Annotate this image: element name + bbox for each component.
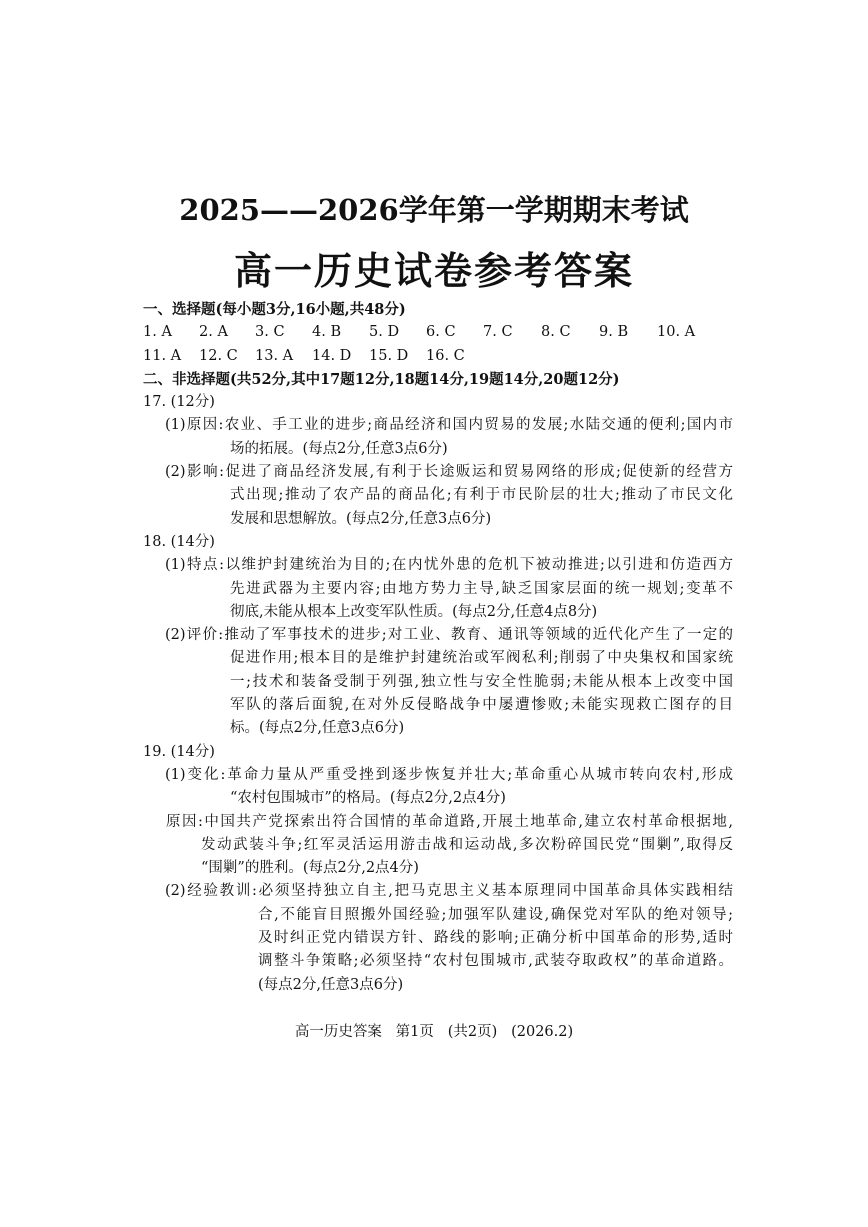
choice-answer: 5. D bbox=[369, 324, 400, 341]
choice-answer: 8. C bbox=[541, 324, 571, 341]
choice-answer: 4. B bbox=[312, 324, 342, 341]
choice-answer: 9. B bbox=[599, 324, 629, 341]
q19-label: 19. (14分) bbox=[143, 743, 215, 760]
q19-reason-line: 发动武装斗争;红军灵活运用游击战和运动战,多次粉碎国民党“围剿”,取得反 bbox=[201, 836, 733, 853]
q19-reason-line: “围剿”的胜利。(每点2分,2点4分) bbox=[201, 860, 419, 877]
choice-answer: 3. C bbox=[255, 324, 285, 341]
q18-part2-line: 标。(每点2分,任意3点6分) bbox=[230, 720, 405, 737]
q18-part2-line: 一;技术和装备受制于列强,独立性与安全性脆弱;未能从根本上改变中国 bbox=[230, 673, 733, 690]
q18-part2-line: 军队的落后面貌,在对外反侵略战争中屡遭惨败;未能实现救亡图存的目 bbox=[230, 697, 733, 714]
choice-answer: 15. D bbox=[369, 347, 409, 364]
q18-label: 18. (14分) bbox=[143, 533, 215, 550]
page-footer: 高一历史答案 第1页 (共2页) (2026.2) bbox=[294, 1024, 574, 1040]
q19-reason-line: 原因:中国共产党探索出符合国情的革命道路,开展土地革命,建立农村革命根据地, bbox=[166, 813, 733, 830]
choice-answer: 10. A bbox=[657, 324, 696, 341]
main-title: 高一历史试卷参考答案 bbox=[233, 248, 634, 293]
q18-part2-line: (2)评价:推动了军事技术的进步;对工业、教育、通讯等领域的近代化产生了一定的 bbox=[165, 627, 733, 644]
section1-heading: 一、选择题(每小题3分,16小题,共48分) bbox=[143, 301, 406, 318]
q17-part2-line: 式出现;推动了农产品的商品化;有利于市民阶层的壮大;推动了市民文化 bbox=[230, 487, 733, 504]
choice-answer: 6. C bbox=[426, 324, 456, 341]
q19-part2-line: 合,不能盲目照搬外国经验;加强军队建设,确保党对军队的绝对领导; bbox=[258, 906, 733, 923]
section2-heading: 二、非选择题(共52分,其中17题12分,18题14分,19题14分,20题12分) bbox=[143, 370, 620, 388]
q17-part1-line: (1)原因:农业、手工业的进步;商品经济和国内贸易的发展;水陆交通的便利;国内市 bbox=[165, 417, 733, 434]
q19-part2-line: (2)经验教训:必须坚持独立自主,把马克思主义基本原理同中国革命具体实践相结 bbox=[165, 883, 733, 900]
q18-part1-line: 先进武器为主要内容;由地方势力主导,缺乏国家层面的统一规划;变革不 bbox=[230, 580, 733, 597]
choice-answer: 16. C bbox=[426, 347, 465, 364]
q18-part1-line: (1)特点:以维护封建统治为目的;在内忧外患的危机下被动推进;以引进和仿造西方 bbox=[165, 557, 733, 574]
q17-part1-line: 场的拓展。(每点2分,任意3点6分) bbox=[230, 440, 448, 457]
q19-part2-line: 调整斗争策略;必须坚持“农村包围城市,武装夺取政权”的革命道路。 bbox=[258, 953, 733, 970]
q17-label: 17. (12分) bbox=[143, 394, 215, 411]
q19-part1-line: “农村包围城市”的格局。(每点2分,2点4分) bbox=[230, 790, 506, 807]
choice-answers-row1 bbox=[143, 321, 733, 344]
q19-part2-line: (每点2分,任意3点6分) bbox=[258, 976, 404, 993]
choice-answer: 14. D bbox=[312, 347, 352, 364]
choice-answer: 7. C bbox=[483, 324, 513, 341]
choice-answer: 13. A bbox=[255, 347, 294, 364]
q19-part2-line: 及时纠正党内错误方针、路线的影响;正确分析中国革命的形势,适时 bbox=[258, 930, 733, 947]
choice-answer: 11. A bbox=[143, 347, 182, 364]
exam-title: 2025——2026学年第一学期期末考试 bbox=[179, 193, 689, 227]
q18-part1-line: 彻底,未能从根本上改变军队性质。(每点2分,任意4点8分) bbox=[230, 603, 598, 620]
choice-answer: 1. A bbox=[143, 324, 172, 341]
q18-part2-line: 促进作用;根本目的是维护封建统治或军阀私利;削弱了中央集权和国家统 bbox=[230, 650, 733, 667]
choice-answer: 12. C bbox=[199, 347, 238, 364]
choice-answer: 2. A bbox=[199, 324, 228, 341]
q17-part2-line: 发展和思想解放。(每点2分,任意3点6分) bbox=[230, 510, 492, 527]
choice-answers-row2 bbox=[143, 345, 733, 368]
answer-content bbox=[143, 298, 733, 997]
q17-part2-line: (2)影响:促进了商品经济发展,有利于长途贩运和贸易网络的形成;促使新的经营方 bbox=[165, 464, 733, 481]
q19-part1-line: (1)变化:革命力量从严重受挫到逐步恢复并壮大;革命重心从城市转向农村,形成 bbox=[165, 766, 733, 783]
